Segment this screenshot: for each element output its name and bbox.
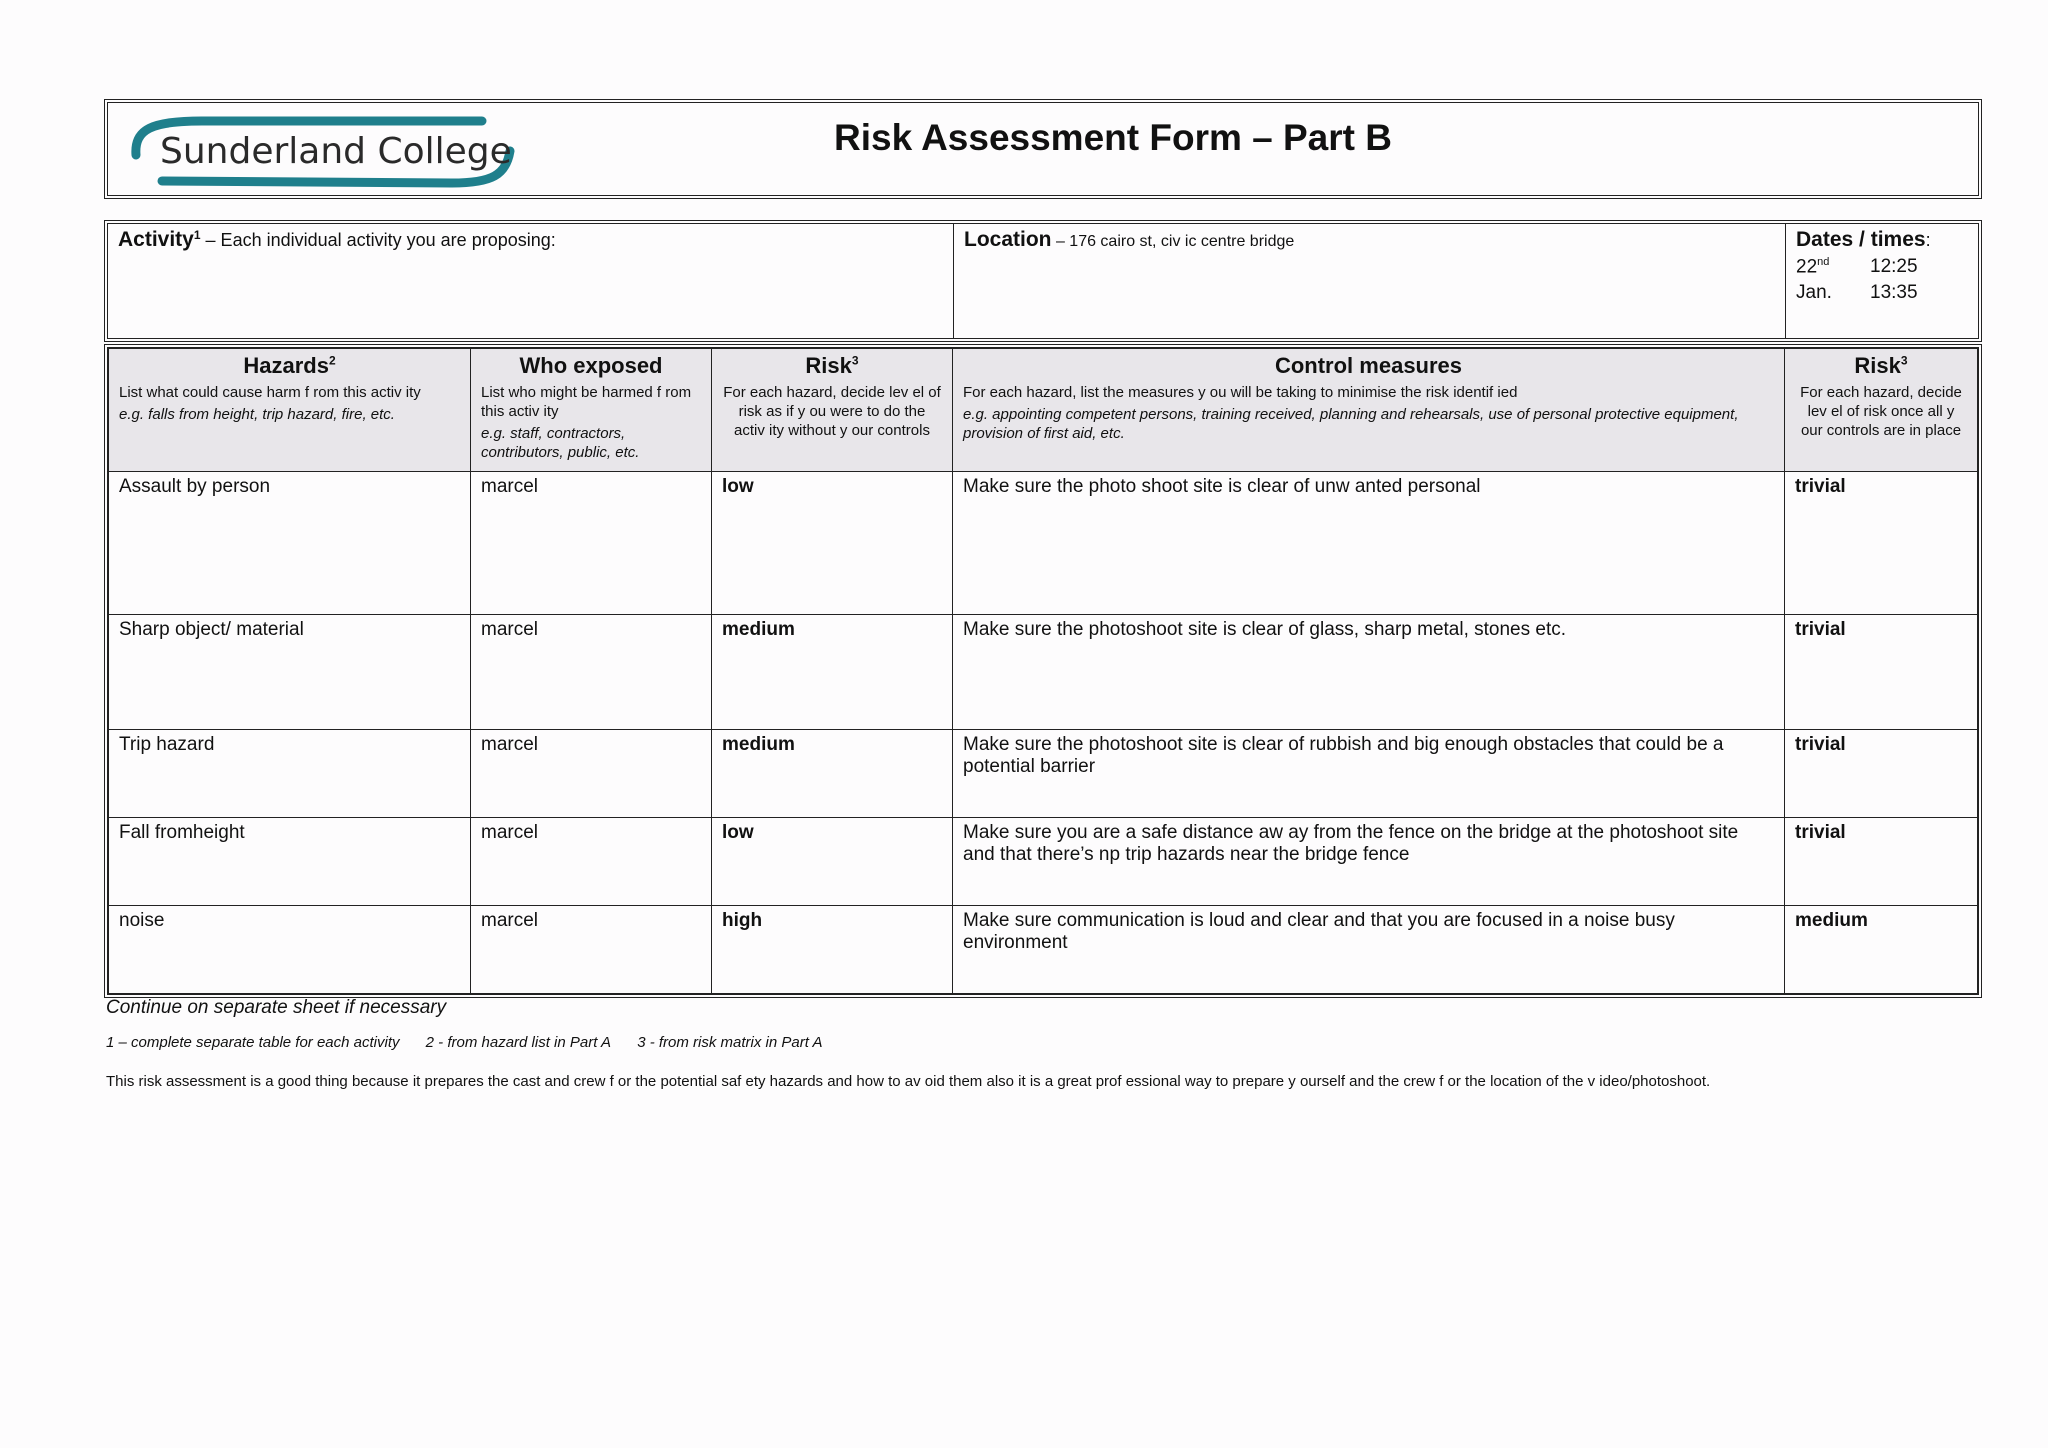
footnote-2: 2 - from hazard list in Part A — [425, 1034, 612, 1051]
date-month: Jan. — [1796, 282, 1832, 304]
risk-after-cell: trivial — [1785, 730, 1978, 818]
hazard-cell: noise — [109, 906, 471, 994]
hazard-cell: Trip hazard — [109, 730, 471, 818]
dates-cell — [1786, 224, 1978, 338]
risk-after-cell: medium — [1785, 906, 1978, 994]
header-control-measures: Control measures For each hazard, list the measures y ou will be taking to minimise the risk identif ied e.g. appointing competent persons, training received, planning and rehearsals, use of personal protective equipment, provision of first aid, etc. — [953, 349, 1785, 472]
risk-after-cell: trivial — [1785, 472, 1978, 615]
header-who-exposed: Who exposed List who might be harmed f rom this activ ity e.g. staff, contractors, contributors, public, etc. — [471, 349, 712, 472]
table-row — [109, 615, 1978, 730]
who-cell: marcel — [471, 730, 712, 818]
dates-colon: : — [1925, 230, 1931, 250]
time-end: 13:35 — [1870, 282, 1918, 304]
control-cell: Make sure the photo shoot site is clear of unw anted personal — [953, 472, 1785, 615]
who-cell: marcel — [471, 818, 712, 906]
risk-after-cell: trivial — [1785, 818, 1978, 906]
location-cell — [954, 224, 1786, 338]
activity-cell — [108, 224, 954, 338]
activity-box — [104, 220, 1982, 342]
risk-cell: low — [712, 818, 953, 906]
header-risk: Risk$^3$ For each hazard, decide lev el of risk as if y ou were to do the activ ity without y our controls — [712, 349, 953, 472]
table-header-row — [109, 349, 1978, 472]
page-title: Risk Assessment Form – Part B — [834, 117, 1392, 158]
hazard-cell: Assault by person — [109, 472, 471, 615]
risk-table — [108, 348, 1978, 994]
table-row — [109, 818, 1978, 906]
location-label: Location — [964, 228, 1052, 251]
risk-cell: low — [712, 472, 953, 615]
control-cell: Make sure you are a safe distance aw ay from the fence on the bridge at the photoshoot site and that there’s np trip hazards near the bridge fence — [953, 818, 1785, 906]
dates-label: Dates / times — [1796, 228, 1926, 251]
summary-text: This risk assessment is a good thing because it prepares the cast and crew f or the potential saf ety hazards and how to av oid them also it is a great prof essional way to prepare y ourself and the crew f or the location of the v ideo/photoshoot. — [106, 1073, 1711, 1090]
table-row — [109, 906, 1978, 994]
table-row — [109, 472, 1978, 615]
location-value: – 176 cairo st, civ ic centre bridge — [1051, 233, 1295, 250]
header-hazards: Hazards$^2$ List what could cause harm f rom this activ ity e.g. falls from height, trip hazard, fire, etc. — [109, 349, 471, 472]
risk-table-wrapper — [104, 344, 1982, 998]
table-row — [109, 730, 1978, 818]
activity-description: – Each individual activity you are proposing: — [200, 230, 556, 250]
logo-text: Sunderland College — [160, 131, 512, 172]
footnotes — [106, 1034, 845, 1051]
risk-cell: medium — [712, 730, 953, 818]
activity-label: Activity — [118, 228, 194, 251]
control-cell: Make sure communication is loud and clear and that you are focused in a noise busy environment — [953, 906, 1785, 994]
activity-sup: 1 — [193, 228, 201, 242]
risk-cell: high — [712, 906, 953, 994]
date-day: 22nd — [1796, 256, 1830, 278]
header-box — [104, 99, 1982, 199]
footnote-1: 1 – complete separate table for each activity — [106, 1034, 400, 1051]
footnote-3: 3 - from risk matrix in Part A — [637, 1034, 823, 1051]
hazard-cell: Fall fromheight — [109, 818, 471, 906]
hazard-cell: Sharp object/ material — [109, 615, 471, 730]
header-risk-after: Risk$^3$ For each hazard, decide lev el of risk once all y our controls are in place — [1785, 349, 1978, 472]
risk-after-cell: trivial — [1785, 615, 1978, 730]
who-cell: marcel — [471, 615, 712, 730]
control-cell: Make sure the photoshoot site is clear of rubbish and big enough obstacles that could be a potential barrier — [953, 730, 1785, 818]
control-cell: Make sure the photoshoot site is clear of glass, sharp metal, stones etc. — [953, 615, 1785, 730]
time-start: 12:25 — [1870, 256, 1918, 277]
who-cell: marcel — [471, 472, 712, 615]
risk-cell: medium — [712, 615, 953, 730]
continue-note: Continue on separate sheet if necessary — [106, 997, 447, 1018]
who-cell: marcel — [471, 906, 712, 994]
